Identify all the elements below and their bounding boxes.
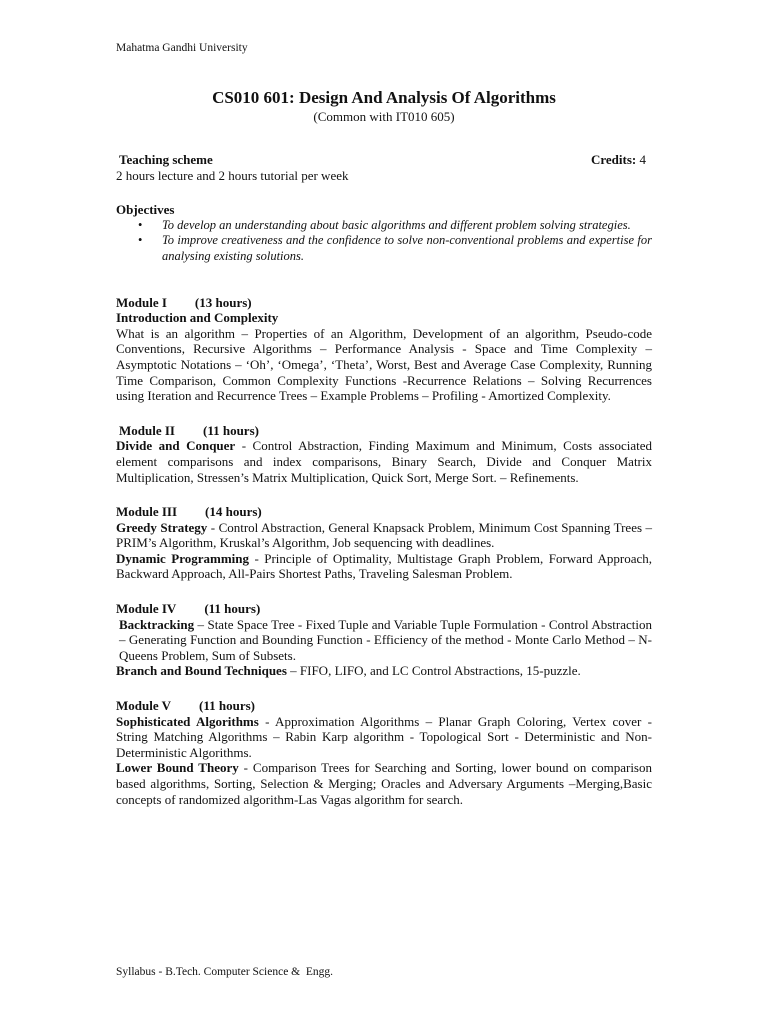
module-body: - Control Abstraction, General Knapsack Problem, Minimum Cost Spanning Trees – PRIM’s Algorithm, Kruskal’s Algorithm, Job sequencing with deadlines. [116, 519, 652, 551]
module-topic: Sophisticated Algorithms [116, 713, 259, 729]
module-topic: Introduction and Complexity [116, 310, 279, 326]
module-hours: (11 hours) [202, 422, 259, 438]
module-4 [116, 601, 652, 679]
module-topic: Dynamic Programming [116, 550, 250, 566]
module-paragraph [116, 438, 652, 485]
module-paragraph [116, 663, 652, 679]
module-topic: Backtracking [119, 616, 195, 632]
module-body: - Comparison Trees for Searching and Sorting, lower bound on comparison based algorithms, Sorting, Selection & Merging; Oracles and Adversary Arguments –Merging,Basic concepts of randomized algorithm-Las Vagas algorithm for search. [116, 760, 652, 807]
module-heading [116, 601, 652, 617]
module-name: Module I [116, 294, 167, 310]
teaching-scheme-label: Teaching scheme [119, 152, 213, 167]
objective-item [116, 218, 652, 234]
objective-text: To improve creativeness and the confidence to solve non-conventional problems and expertise for analysing existing solutions. [162, 233, 652, 263]
module-paragraph [116, 760, 652, 807]
bullet-icon: • [138, 217, 143, 232]
page-footer: Syllabus - B.Tech. Computer Science & Engg. [116, 966, 334, 978]
module-paragraph [116, 714, 652, 761]
module-heading [116, 698, 652, 714]
module-body: - Approximation Algorithms – Planar Graph Coloring, Vertex cover - String Matching Algorithms – Rabin Karp algorithm - Topological Sort - Deterministic and Non-Deterministic Algorithms. [116, 713, 652, 760]
bullet-icon: • [138, 233, 143, 248]
credits-label: Credits: [590, 152, 637, 167]
module-5 [116, 698, 652, 807]
module-topic: Greedy Strategy [116, 519, 208, 535]
page-header: Mahatma Gandhi University [116, 42, 248, 54]
module-paragraph [116, 617, 652, 664]
module-1 [116, 295, 652, 404]
module-body: - Control Abstraction, Finding Maximum and Minimum, Costs associated element comparisons and index comparisons, Binary Search, Divide and Conquer Matrix Multiplication, Stressen’s Matrix Multiplication, Quick Sort, Merge Sort. – Refinements. [116, 438, 652, 485]
module-name: Module III [116, 504, 178, 520]
module-hours: (14 hours) [205, 504, 262, 520]
objectives-list [116, 218, 652, 265]
teaching-scheme-row [116, 152, 652, 168]
module-body: – State Space Tree - Fixed Tuple and Variable Tuple Formulation - Control Abstraction – Generating Function and Bounding Function - Efficiency of the method - Monte Carlo Method – N-Queens Problem, Sum of Subsets. [119, 616, 652, 663]
module-heading [116, 423, 652, 439]
module-topic: Branch and Bound Techniques [116, 663, 287, 679]
objective-text: To develop an understanding about basic algorithms and different problem solving strategies. [162, 217, 631, 232]
course-subtitle: (Common with IT010 605) [313, 109, 455, 124]
module-paragraph [116, 520, 652, 551]
module-name: Module IV [116, 601, 177, 617]
objectives-heading: Objectives [116, 202, 175, 218]
module-paragraph [116, 551, 652, 582]
module-topic: Lower Bound Theory [116, 760, 239, 776]
module-body: – FIFO, LIFO, and LC Control Abstractions, 15-puzzle. [286, 663, 581, 679]
module-heading [116, 295, 652, 311]
teaching-hours: 2 hours lecture and 2 hours tutorial per week [116, 167, 349, 183]
module-name: Module V [116, 698, 172, 714]
module-topic: Divide and Conquer [116, 438, 236, 454]
module-body: What is an algorithm – Properties of an Algorithm, Development of an algorithm, Pseudo-code Conventions, Recursive Algorithms – Performance Analysis - Space and Time Complexity –Asymptotic Notations – ‘Oh’, ‘Omega’, ‘Theta’, Worst, Best and Average Case Complexity, Running Time Comparison, Common Complexity Functions -Recurrence Relations – Solving Recurrences using Iteration and Recurrence Trees – Example Problems – Profiling - Amortized Complexity. [116, 325, 652, 404]
objective-item [116, 233, 652, 264]
module-3 [116, 504, 652, 582]
module-hours: (11 hours) [204, 601, 261, 617]
credits-value: 4 [639, 152, 646, 167]
module-hours: (13 hours) [194, 294, 252, 310]
module-body: - Principle of Optimality, Multistage Graph Problem, Forward Approach, Backward Approach, All-Pairs Shortest Paths, Traveling Salesman Problem. [116, 550, 652, 582]
syllabus-content [116, 152, 652, 807]
credits [591, 152, 652, 168]
module-name: Module II [119, 422, 175, 438]
objectives-section [116, 202, 652, 264]
course-title: CS010 601: Design And Analysis Of Algorithms [212, 88, 556, 107]
module-heading [116, 504, 652, 520]
module-2 [116, 423, 652, 485]
module-hours: (11 hours) [199, 698, 255, 714]
